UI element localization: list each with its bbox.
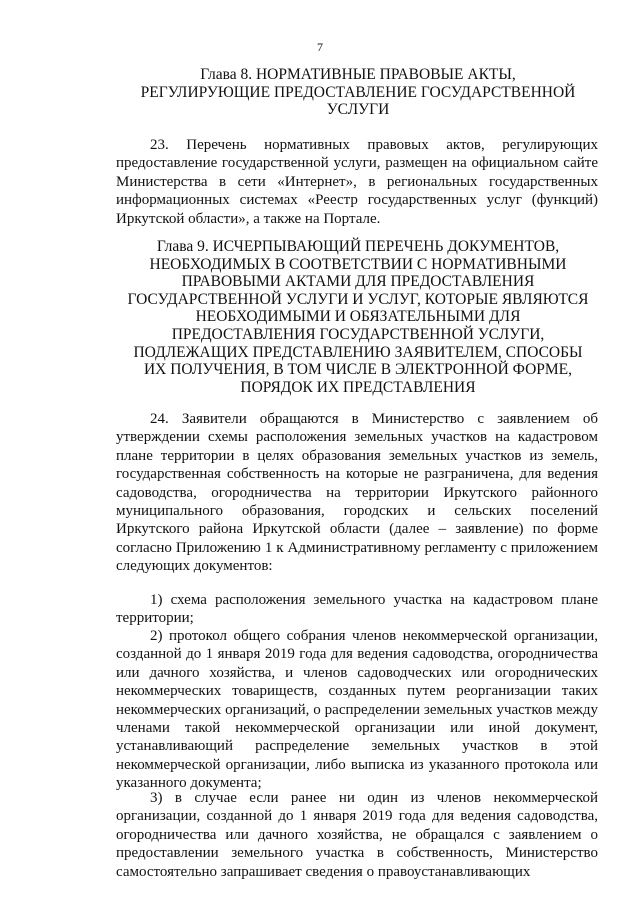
list-item: 1) схема расположения земельного участка на кадастровом плане территории; [116, 592, 598, 627]
chapter-8-heading-line: УСЛУГИ [326, 101, 390, 119]
chapter-8-heading-line: РЕГУЛИРУЮЩИЕ ПРЕДОСТАВЛЕНИЕ ГОСУДАРСТВЕННОЙ [140, 83, 576, 101]
chapter-9-heading-line: ГОСУДАРСТВЕННОЙ УСЛУГИ И УСЛУГ, КОТОРЫЕ ЯВЛЯЮТСЯ [127, 290, 589, 308]
chapter-8-heading [118, 66, 598, 119]
chapter-9-heading-line: НЕОБХОДИМЫМИ И ОБЯЗАТЕЛЬНЫМИ ДЛЯ [195, 308, 521, 326]
chapter-9-heading-line: ПРАВОВЫМИ АКТАМИ ДЛЯ ПРЕДОСТАВЛЕНИЯ [181, 273, 535, 291]
chapter-9-heading [118, 238, 598, 396]
chapter-9-heading-line: ПОДЛЕЖАЩИХ ПРЕДСТАВЛЕНИЮ ЗАЯВИТЕЛЕМ, СПОСОБЫ [133, 343, 583, 361]
paragraph-23: 23. Перечень нормативных правовых актов, регулирующих предоставление государственной услуги, размещен на официальном сайте Министерства в сети «Интернет», в региональных государственных информационных системах «Реестр государственных услуг (функций) Иркутской области», а также на Портале. [116, 137, 598, 227]
chapter-9-heading-line: НЕОБХОДИМЫХ В СООТВЕТСТВИИ С НОРМАТИВНЫМИ [149, 255, 567, 273]
page-number: 7 [317, 40, 323, 54]
paragraph-24: 24. Заявители обращаются в Министерство с заявлением об утверждении схемы расположения земельных участков на кадастровом плане территории в целях образования земельных участков из земель, государственная собственность на которые не разграничена, для ведения садоводства, огородничества на территории Иркутского районного муниципального образования, городских и сельских поселений Иркутского района Иркутской области (далее – заявление) по форме согласно Приложению 1 к Административному регламенту с приложением следующих документов: [116, 411, 598, 575]
list-item: 3) в случае если ранее ни один из членов некоммерческой организации, созданной до 1 января 2019 года для ведения садоводства, огородничества или дачного хозяйства, не обращался с заявлением о предоставлении земельного участка в собственность, Министерство самостоятельно запрашивает сведения о правоустанавливающих [116, 790, 598, 880]
chapter-8-heading-line: Глава 8. НОРМАТИВНЫЕ ПРАВОВЫЕ АКТЫ, [200, 66, 516, 83]
chapter-9-heading-line: ПОРЯДОК ИХ ПРЕДСТАВЛЕНИЯ [240, 378, 476, 396]
list-item: 2) протокол общего собрания членов некоммерческой организации, созданной до 1 января 2019 года для ведения садоводства, огородничества или дачного хозяйства, и членов садоводческих или огороднических некоммерческих товариществ, созданных путем реорганизации таких некоммерческих организаций, о распределении земельных участков между членами такой некоммерческой организации или иной документ, устанавливающий распределение земельных участков в этой некоммерческой организации, либо выписка из указанного протокола или указанного документа; [116, 628, 598, 792]
chapter-9-heading-line: Глава 9. ИСЧЕРПЫВАЮЩИЙ ПЕРЕЧЕНЬ ДОКУМЕНТОВ, [156, 238, 560, 255]
chapter-9-heading-line: ПРЕДОСТАВЛЕНИЯ ГОСУДАРСТВЕННОЙ УСЛУГИ, [171, 325, 545, 343]
chapter-9-heading-line: ИХ ПОЛУЧЕНИЯ, В ТОМ ЧИСЛЕ В ЭЛЕКТРОННОЙ ФОРМЕ, [143, 361, 573, 379]
